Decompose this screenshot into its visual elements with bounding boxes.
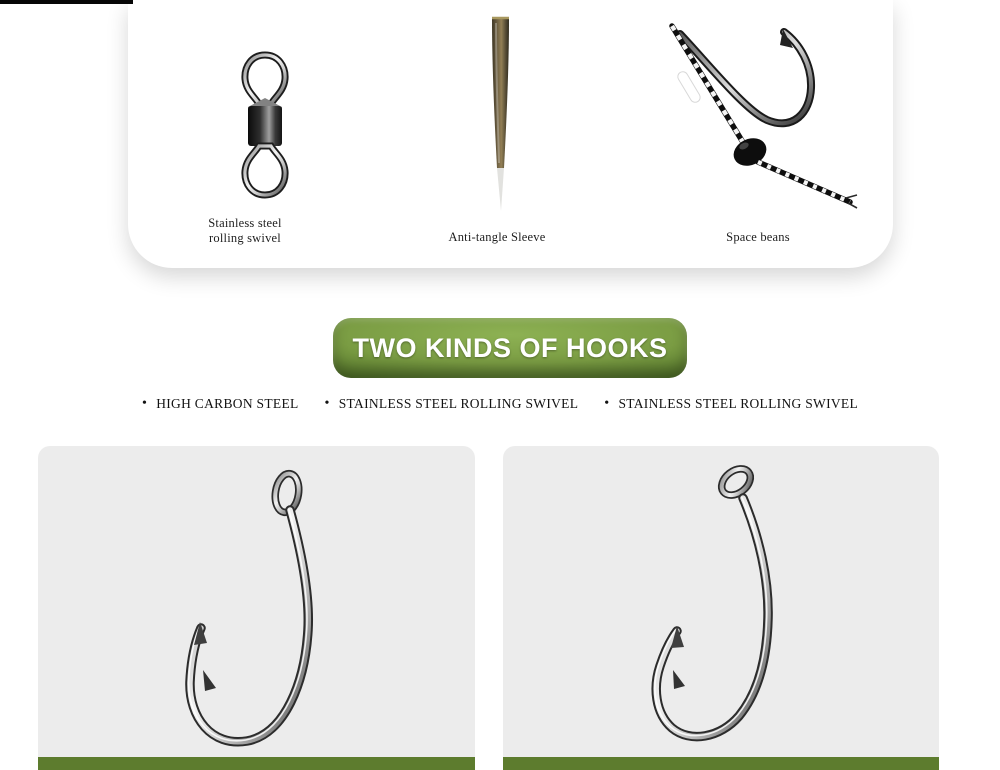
feature-text: STAINLESS STEEL ROLLING SWIVEL (618, 396, 859, 411)
space-beans-image (660, 18, 860, 210)
space-beans-label: Space beans (726, 230, 790, 244)
hook-card-left (38, 446, 475, 770)
rolling-swivel-image (220, 50, 310, 200)
section-banner-title: TWO KINDS OF HOOKS (352, 332, 668, 363)
feature-item (604, 396, 858, 412)
feature-text: HIGH CARBON STEEL (156, 396, 299, 411)
feature-item (142, 396, 299, 412)
bullet-icon: • (141, 396, 148, 411)
rolling-swivel-label (180, 216, 310, 246)
rolling-swivel-label-line2: rolling swivel (209, 231, 281, 245)
bullet-icon: • (324, 396, 330, 411)
hook-card-right (503, 446, 939, 770)
anti-tangle-sleeve-label: Anti-tangle Sleeve (448, 230, 546, 244)
rolling-swivel-label-line1: Stainless steel (208, 216, 282, 230)
card-accent-bar (503, 757, 939, 770)
bullet-icon: • (604, 396, 610, 411)
section-banner (333, 318, 687, 378)
hook-image-right (503, 446, 939, 757)
feature-text: STAINLESS STEEL ROLLING SWIVEL (338, 396, 579, 411)
top-edge-strip (0, 0, 133, 4)
feature-item (325, 396, 579, 412)
card-accent-bar (38, 757, 475, 770)
anti-tangle-sleeve-image (483, 15, 517, 215)
components-card (128, 0, 893, 268)
hook-image-left (38, 446, 475, 757)
features-row (0, 396, 1000, 412)
